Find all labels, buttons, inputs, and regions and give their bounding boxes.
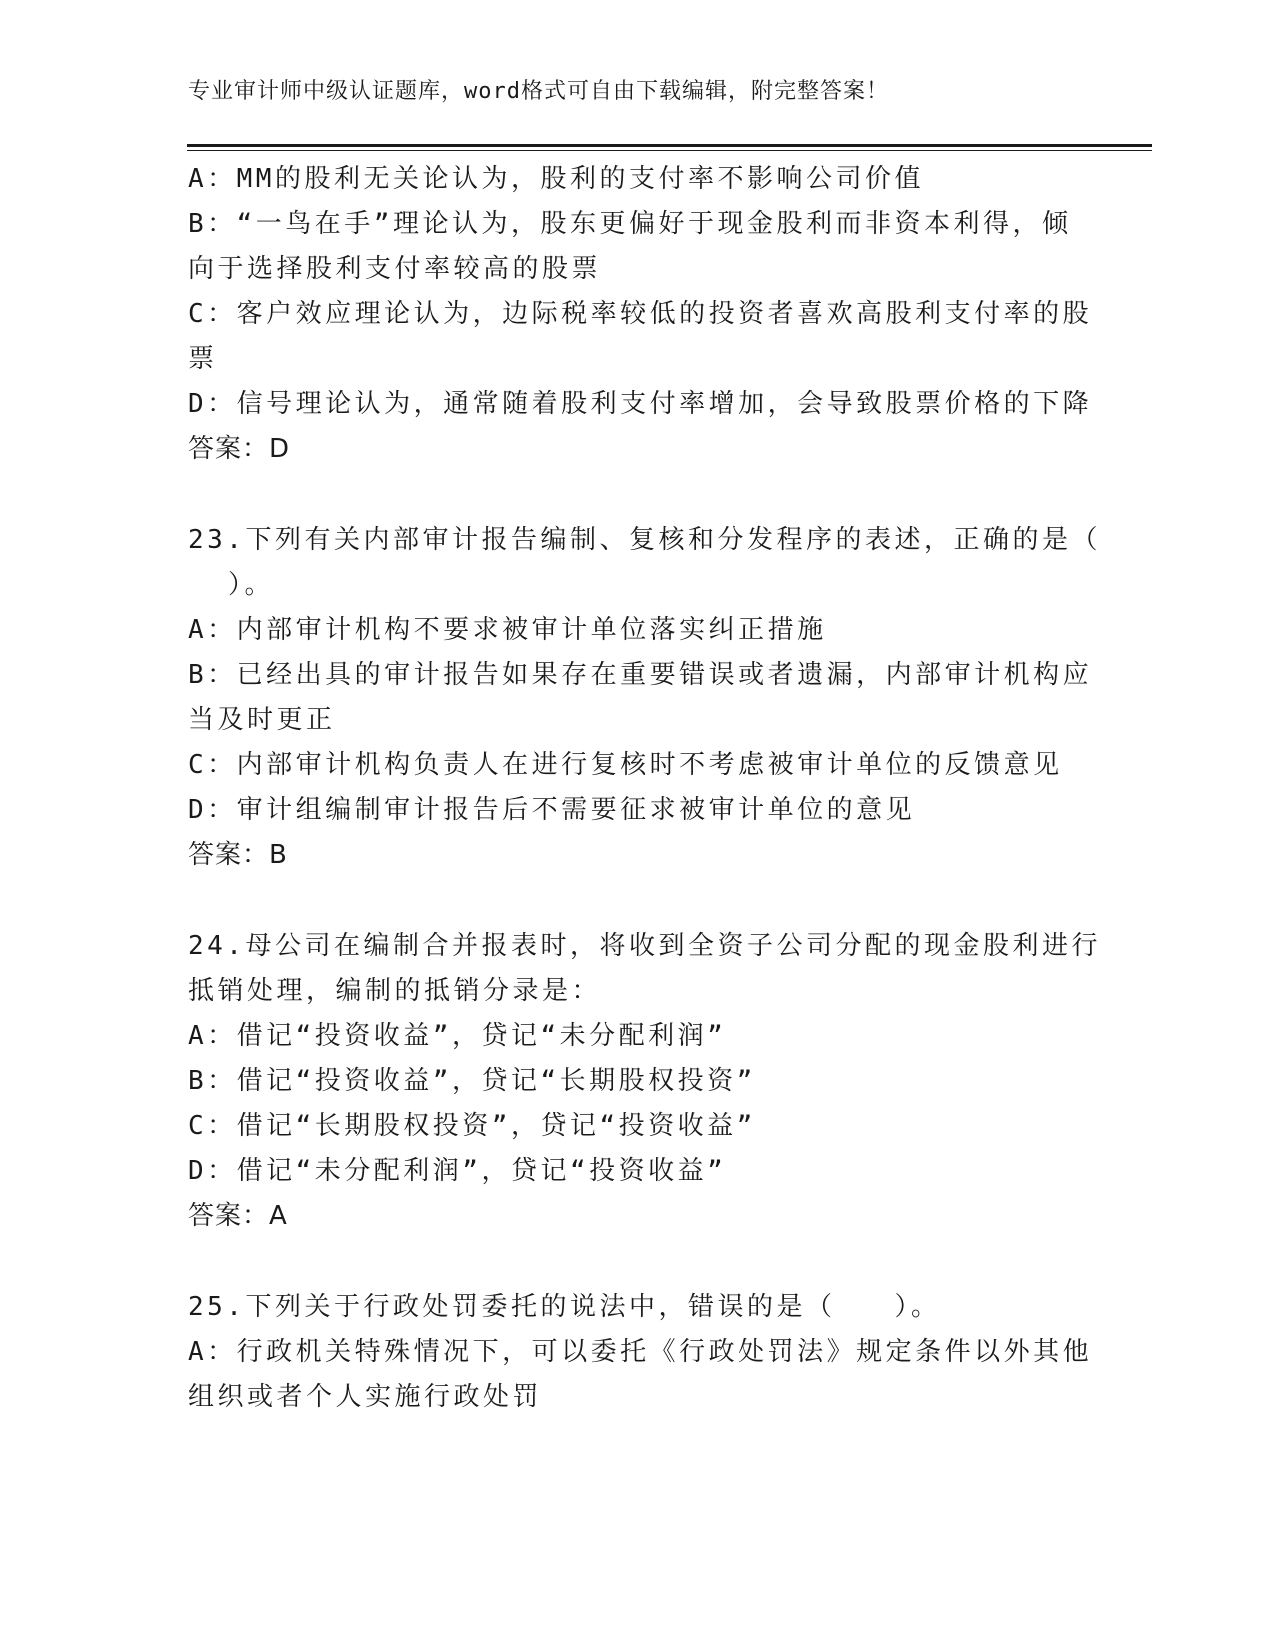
option-b-continued: 向于选择股利支付率较高的股票 xyxy=(188,254,602,284)
header-rule-thick xyxy=(187,144,1152,147)
question-stem-continued: 抵销处理，编制的抵销分录是： xyxy=(188,976,602,1006)
option-a-continued: 组织或者个人实施行政处罚 xyxy=(188,1382,543,1412)
answer: 答案：A xyxy=(188,1201,288,1231)
option-d: D：借记“未分配利润”，贷记“投资收益” xyxy=(188,1156,727,1186)
option-b: B：已经出具的审计报告如果存在重要错误或者遗漏，内部审计机构应 xyxy=(188,660,1093,690)
answer: 答案：B xyxy=(188,840,288,870)
page-header: 专业审计师中级认证题库，word格式可自由下载编辑，附完整答案！ xyxy=(188,79,889,104)
question-content xyxy=(188,157,1101,1420)
question-22 xyxy=(188,157,1093,472)
question-23 xyxy=(188,518,1101,878)
option-d: D：信号理论认为，通常随着股利支付率增加，会导致股票价格的下降 xyxy=(188,389,1093,419)
option-c: C：客户效应理论认为，边际税率较低的投资者喜欢高股利支付率的股 xyxy=(188,299,1093,329)
option-a: A：行政机关特殊情况下，可以委托《行政处罚法》规定条件以外其他 xyxy=(188,1337,1093,1367)
question-stem: 25.下列关于行政处罚委托的说法中，错误的是（ ）。 xyxy=(188,1292,941,1322)
option-c: C：借记“长期股权投资”，贷记“投资收益” xyxy=(188,1111,756,1141)
answer: 答案：D xyxy=(188,434,291,464)
option-d: D：审计组编制审计报告后不需要征求被审计单位的意见 xyxy=(188,795,916,825)
option-b-continued: 当及时更正 xyxy=(188,705,336,735)
option-b: B：借记“投资收益”，贷记“长期股权投资” xyxy=(188,1066,756,1096)
question-stem: 23.下列有关内部审计报告编制、复核和分发程序的表述，正确的是（ xyxy=(188,525,1101,555)
option-c-continued: 票 xyxy=(188,344,218,374)
question-24 xyxy=(188,924,1101,1239)
option-a: A：借记“投资收益”，贷记“未分配利润” xyxy=(188,1021,727,1051)
header-rule-thin xyxy=(187,150,1152,151)
question-25 xyxy=(188,1285,1093,1420)
question-stem: 24.母公司在编制合并报表时，将收到全资子公司分配的现金股利进行 xyxy=(188,931,1101,961)
question-stem-continued: ）。 xyxy=(228,570,275,600)
option-a: A：内部审计机构不要求被审计单位落实纠正措施 xyxy=(188,615,827,645)
option-c: C：内部审计机构负责人在进行复核时不考虑被审计单位的反馈意见 xyxy=(188,750,1063,780)
option-b: B：“一鸟在手”理论认为，股东更偏好于现金股利而非资本利得，倾 xyxy=(188,209,1072,239)
option-a: A：MM的股利无关论认为，股利的支付率不影响公司价值 xyxy=(188,164,924,194)
